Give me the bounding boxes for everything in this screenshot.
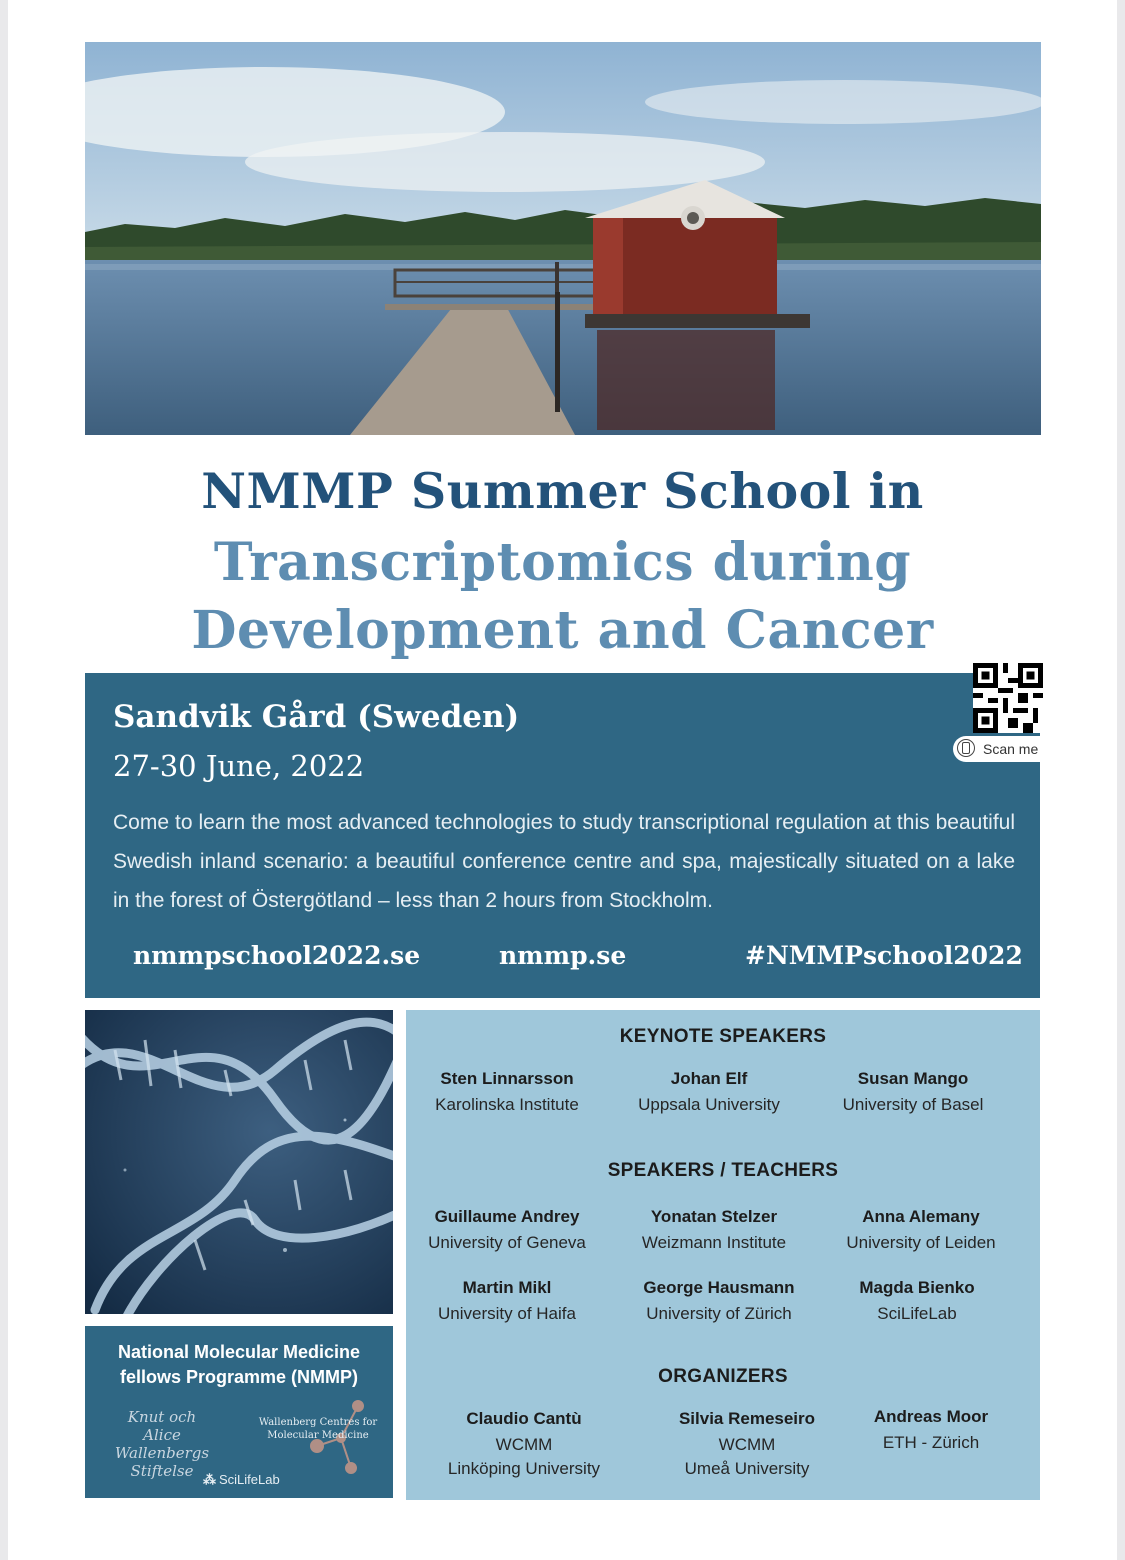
event-dates: 27-30 June, 2022 [113, 749, 365, 783]
qr-code[interactable] [973, 663, 1043, 733]
speaker: Guillaume Andrey University of Geneva [428, 1207, 586, 1252]
organizer: Silvia Remeseiro WCMM Umeå University [678, 1409, 816, 1478]
link-nmmp[interactable]: nmmp.se [499, 941, 627, 970]
keynote-speaker: Sten Linnarsson Karolinska Institute [435, 1069, 579, 1114]
scan-me-label: Scan me [953, 736, 1043, 762]
dna-illustration [85, 1010, 393, 1314]
keynote-heading: KEYNOTE SPEAKERS [619, 1026, 827, 1047]
scilifelab-logo: ⁂ SciLifeLab [203, 1472, 280, 1487]
dna-helix-image [85, 1010, 393, 1314]
scilifelab-icon: ⁂ [203, 1472, 216, 1487]
organizer: Andreas Moor ETH - Zürich [873, 1407, 989, 1452]
event-links [85, 941, 1040, 977]
qr-code-icon [973, 663, 1043, 733]
organizers-heading: ORGANIZERS [658, 1366, 788, 1387]
wcmm-logo: Wallenberg Centres for Molecular Medicine [258, 1417, 378, 1441]
speakers-heading: SPEAKERS / TEACHERS [607, 1160, 839, 1181]
organizer: Claudio Cantù WCMM Linköping University [447, 1409, 601, 1478]
programme-title: National Molecular Medicine fellows Programme (NMMP) [117, 1342, 361, 1387]
event-description: Come to learn the most advanced technologies to study transcriptional regulation at this beautiful Swedish inland scenario: a beautiful conference centre and spa, majestically situated on a lake in the forest of Östergötland – less than 2 hours from Stockholm. [113, 811, 1015, 912]
lake-sauna-illustration [85, 42, 1041, 435]
title-line-3: Development and Cancer [191, 600, 934, 661]
nmmp-programme-box [85, 1326, 393, 1498]
kaw-foundation-logo: Knut och Alice Wallenbergs Stiftelse [114, 1408, 210, 1480]
poster-page [8, 0, 1117, 1560]
speaker: Anna Alemany University of Leiden [846, 1207, 996, 1252]
event-info-band [85, 673, 1040, 998]
speaker: Martin Mikl University of Haifa [438, 1278, 576, 1323]
phone-icon [957, 739, 975, 757]
link-nmmpschool2022[interactable]: nmmpschool2022.se [133, 941, 421, 970]
speaker: Yonatan Stelzer Weizmann Institute [641, 1207, 787, 1252]
hero-lake-photo [85, 42, 1041, 435]
title-line-2: Transcriptomics during [213, 532, 912, 593]
speaker: George Hausmann University of Zürich [643, 1278, 795, 1323]
speaker: Magda Bienko SciLifeLab [859, 1278, 975, 1323]
keynote-speaker: Johan Elf Uppsala University [638, 1069, 780, 1114]
speakers-panel [406, 1010, 1040, 1500]
venue: Sandvik Gård (Sweden) [113, 699, 520, 735]
keynote-speaker: Susan Mango University of Basel [842, 1069, 984, 1114]
title-line-1: NMMP Summer School in [201, 462, 924, 520]
hashtag-nmmpschool2022: #NMMPschool2022 [745, 941, 1023, 970]
